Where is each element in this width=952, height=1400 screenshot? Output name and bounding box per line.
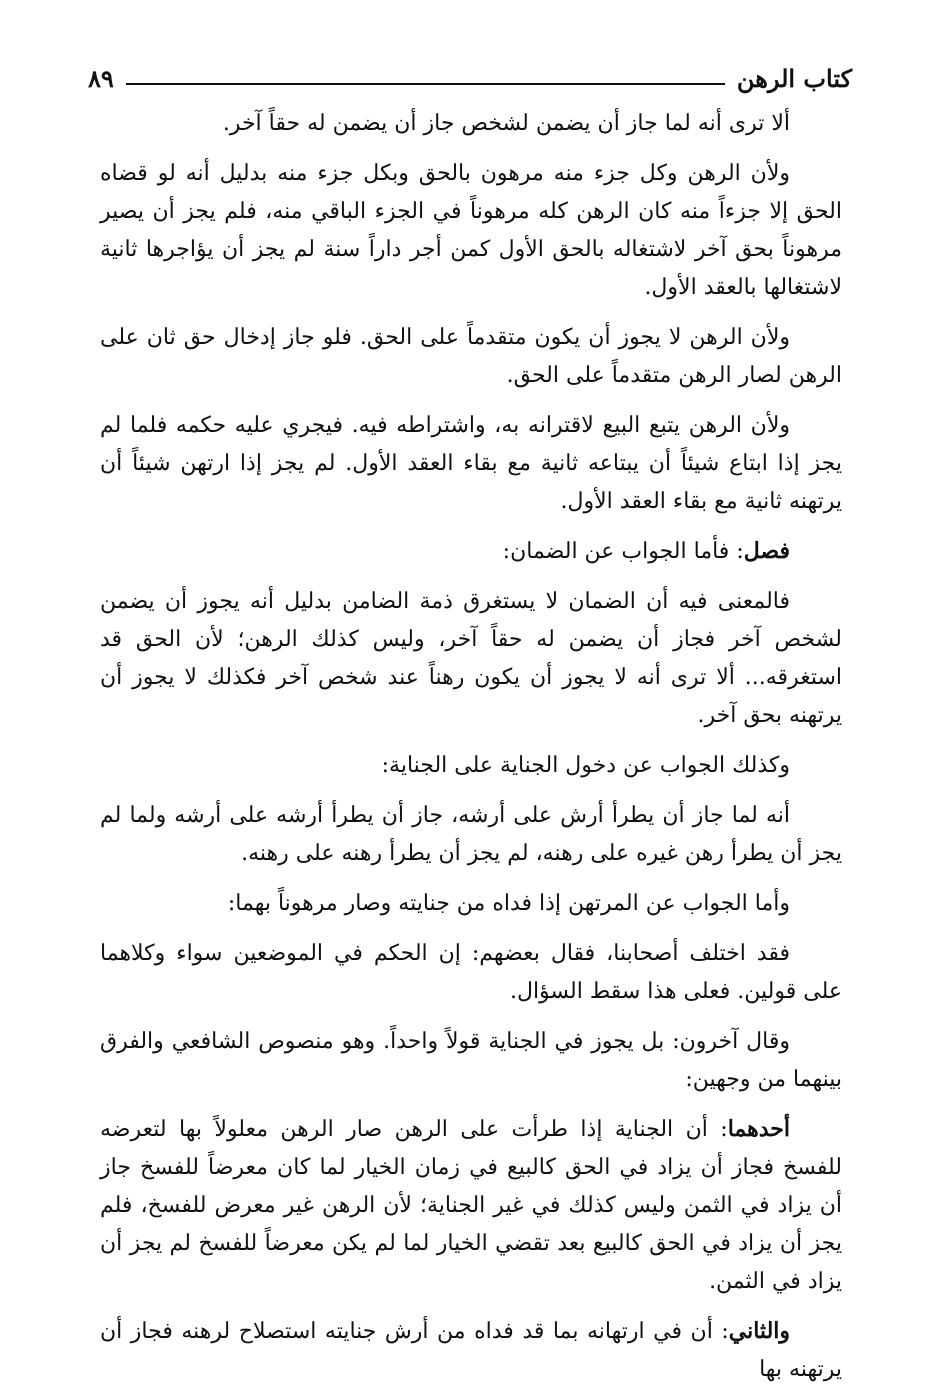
page-header xyxy=(88,58,852,94)
paragraph-text: فالمعنى فيه أن الضمان لا يستغرق ذمة الضامن بدليل أنه يجوز أن يضمن لشخص آخر فجاز أن يضمن له حقاً آخر، وليس كذلك الرهن؛ لأن الحق قد استغرقه... ألا ترى أنه لا يجوز أن يكون رهناً عند شخص آخر فكذلك لا يجوز أن يرتهنه بحق آخر. xyxy=(100,589,842,728)
paragraph-text: : أن في ارتهانه بما قد فداه من أرش جنايته استصلاح لرهنه فجاز أن يرتهنه بها xyxy=(100,1319,842,1382)
paragraph-lead: أحدهما xyxy=(727,1116,790,1142)
paragraph-text: فقد اختلف أصحابنا، فقال بعضهم: إن الحكم في الموضعين سواء وكلاهما على قولين. فعلى هذا سقط السؤال. xyxy=(100,941,842,1004)
paragraph-lead: والثاني xyxy=(728,1318,791,1344)
paragraph xyxy=(100,1110,842,1301)
paragraph-lead: فصل xyxy=(743,538,790,564)
paragraph-text: ولأن الرهن لا يجوز أن يكون متقدماً على الحق. فلو جاز إدخال حق ثان على الرهن لصار الرهن متقدماً على الحق. xyxy=(100,325,842,388)
page-body xyxy=(100,104,842,1400)
paragraph-text: ألا ترى أنه لما جاز أن يضمن لشخص جاز أن يضمن له حقاً آخر. xyxy=(222,111,790,136)
paragraph-text: أنه لما جاز أن يطرأ أرش على أرشه، جاز أن يطرأ أرشه على أرشه ولما لم يجز أن يطرأ رهن غيره على رهنه، لم يجز أن يطرأ رهنه على رهنه. xyxy=(100,803,842,866)
paragraph xyxy=(100,796,842,873)
header-rule xyxy=(126,83,725,85)
paragraph xyxy=(100,1022,842,1099)
paragraph xyxy=(100,154,842,307)
paragraph-text: : فأما الجواب عن الضمان: xyxy=(502,539,744,564)
paragraph-text: ولأن الرهن يتبع البيع لاقترانه به، واشتراطه فيه. فيجري عليه حكمه فلما لم يجز إذا ابتاع شيئاً أن يبتاعه ثانية مع بقاء العقد الأول. لم يجز إذا ارتهن شيئاً أن يرتهنه ثانية مع بقاء العقد الأول. xyxy=(100,413,842,514)
paragraph xyxy=(100,884,842,923)
paragraph-text: وقال آخرون: بل يجوز في الجناية قولاً واحداً. وهو منصوص الشافعي والفرق بينهما من وجهين: xyxy=(100,1029,842,1092)
paragraph xyxy=(100,104,842,143)
paragraph xyxy=(100,582,842,735)
page-number: ٨٩ xyxy=(88,64,114,93)
paragraph xyxy=(100,318,842,395)
paragraph-text: : أن الجناية إذا طرأت على الرهن صار الرهن معلولاً بها لتعرضه للفسخ فجاز أن يزاد في الحق كالبيع في زمان الخيار لما كان معرضاً للفسخ جاز أن يزاد في الثمن وليس كذلك في غير الجناية؛ لأن الرهن غير معرض للفسخ، فلم يجز أن يزاد في الحق كالبيع بعد تقضي الخيار لما لم يكن معرضاً للفسخ لم يجز أن يزاد في الثمن. xyxy=(100,1117,842,1294)
paragraph xyxy=(100,406,842,521)
paragraph xyxy=(100,1312,842,1389)
section-heading-paragraph xyxy=(100,532,842,571)
paragraph-text: وأما الجواب عن المرتهن إذا فداه من جنايته وصار مرهوناً بهما: xyxy=(227,891,790,916)
paragraph-text: وكذلك الجواب عن دخول الجناية على الجناية: xyxy=(381,753,790,778)
running-title: كتاب الرهن xyxy=(736,64,852,93)
paragraph xyxy=(100,934,842,1011)
paragraph xyxy=(100,746,842,785)
paragraph-text: ولأن الرهن وكل جزء منه مرهون بالحق وبكل جزء منه بدليل أنه لو قضاه الحق إلا جزءاً منه كان الرهن كله مرهوناً في الجزء الباقي منه، فلم يجز أن يصير مرهوناً بحق آخر لاشتغاله بالحق الأول كمن أجر داراً سنة لم يجز أن يؤاجرها ثانية لاشتغالها بالعقد الأول. xyxy=(100,161,842,300)
